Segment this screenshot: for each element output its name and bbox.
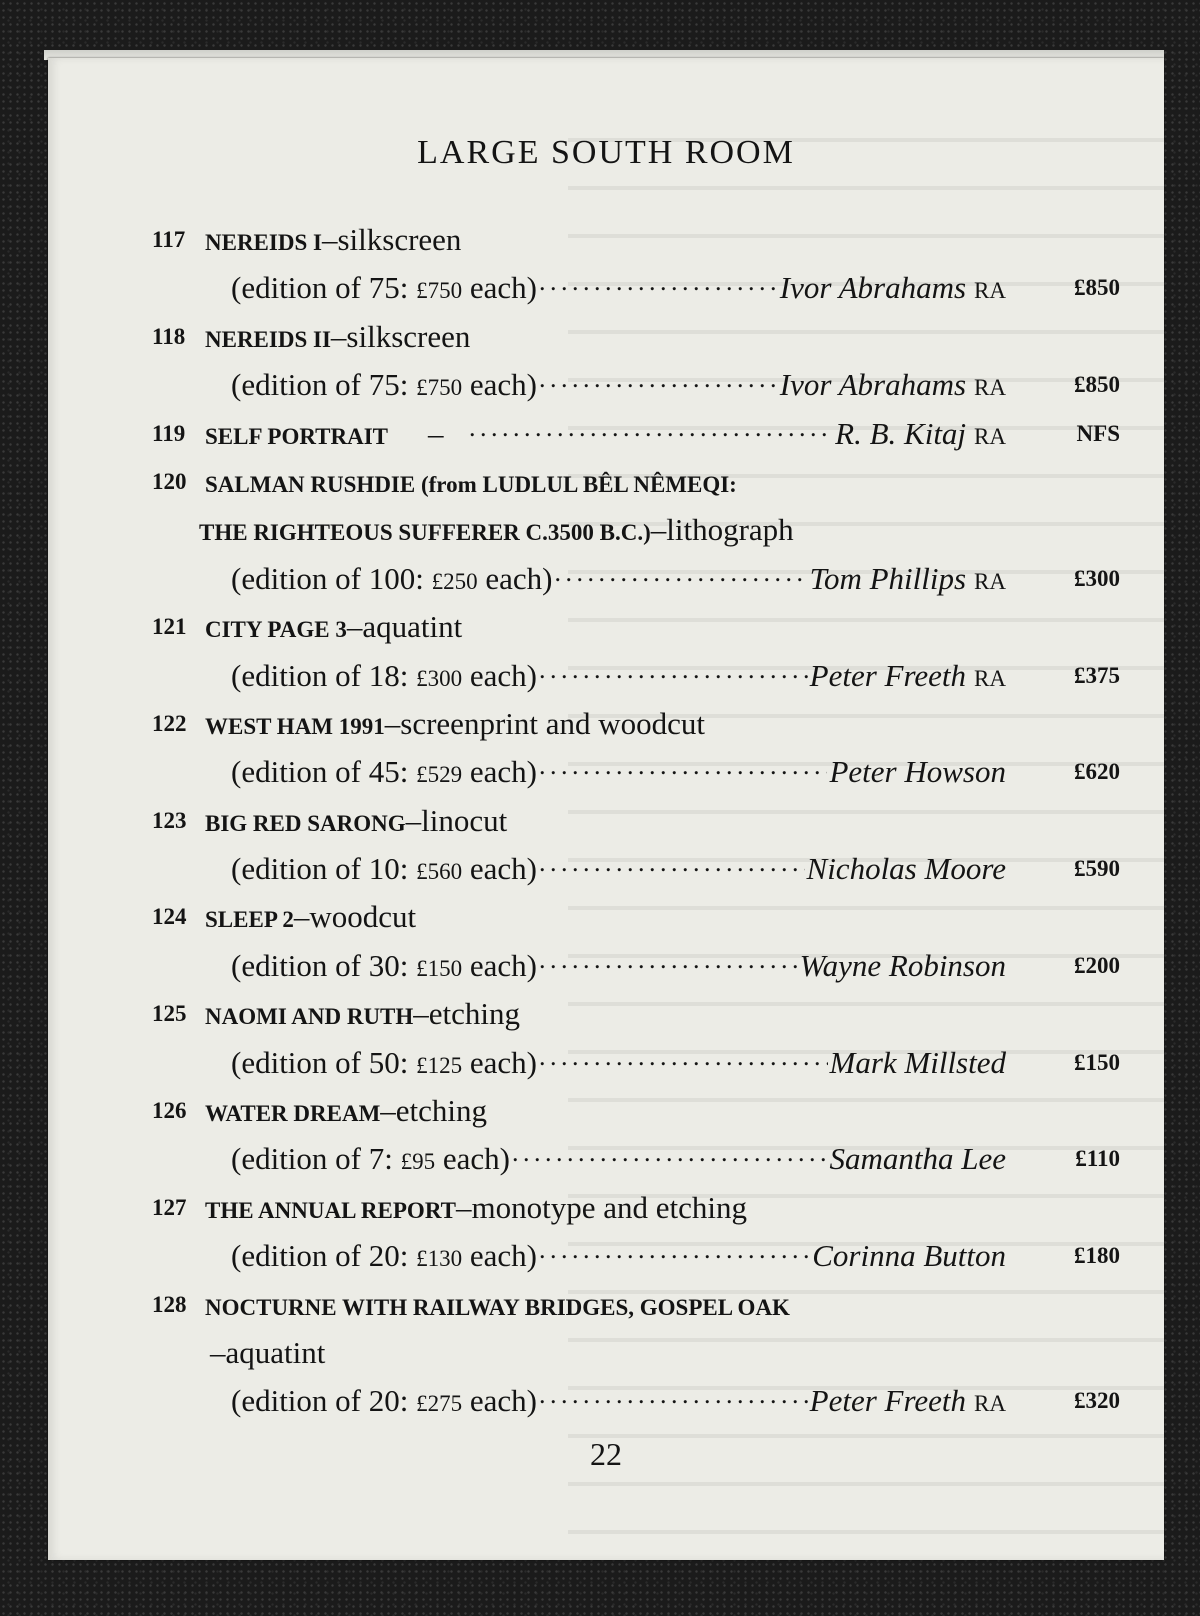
artist-name: Wayne Robinson	[799, 947, 1006, 983]
price: £110	[1075, 1146, 1120, 1172]
title-dash: –	[405, 802, 422, 838]
price: £320	[1074, 1388, 1120, 1414]
entry-title: NEREIDS II	[205, 326, 331, 352]
entry-medium: lithograph	[666, 512, 794, 548]
catalogue-entry	[48, 1087, 1164, 1184]
entry-title-line	[205, 700, 705, 751]
entry-title-line	[205, 313, 470, 364]
edition-unit-price: £300	[416, 665, 463, 691]
edition-unit-price: £250	[431, 568, 478, 594]
catalogue-entry	[48, 410, 1164, 458]
leader-dots	[539, 1232, 810, 1277]
entry-head-line	[48, 410, 1164, 458]
entry-detail	[231, 942, 1006, 993]
leader-dots	[539, 361, 778, 406]
entry-detail-line	[48, 1377, 1164, 1425]
entry-medium-line	[48, 1329, 1164, 1377]
entry-medium: etching	[395, 1093, 488, 1129]
entry-title-line	[199, 506, 794, 557]
entry-head-line	[48, 1184, 1164, 1232]
catalogue-entry	[48, 313, 1164, 410]
entry-medium: aquatint	[362, 609, 463, 645]
artist-name: Samantha Lee	[829, 1141, 1006, 1177]
entry-title-line	[205, 410, 388, 461]
entry-detail-line	[48, 845, 1164, 893]
artist-honour: RA	[974, 278, 1006, 304]
edition-info: (edition of 20: £275 each)	[231, 1383, 537, 1419]
entry-medium: linocut	[421, 802, 508, 838]
artist-name: Peter Freeth RA	[809, 1383, 1006, 1419]
price: £850	[1074, 372, 1120, 398]
entry-title: SALMAN RUSHDIE (from LUDLUL BÊL NÊMEQI:	[205, 471, 737, 497]
leader-dots	[539, 1039, 828, 1084]
entry-detail-line	[48, 1232, 1164, 1280]
entry-head-line	[48, 1087, 1164, 1135]
title-dash: –	[413, 996, 429, 1032]
entry-title: SELF PORTRAIT	[205, 423, 389, 449]
title-dash: –	[428, 415, 444, 451]
entry-title: CITY PAGE 3	[205, 617, 347, 643]
edition-unit-price: £529	[416, 762, 463, 788]
catalogue-entry	[48, 797, 1164, 894]
price: £180	[1074, 1243, 1120, 1269]
title-dash: –	[346, 609, 363, 645]
leader-dots	[539, 1377, 808, 1422]
leader-dots	[539, 264, 778, 309]
price: £200	[1074, 952, 1120, 978]
entry-title-continued: THE RIGHTEOUS SUFFERER C.3500 B.C.)	[199, 520, 651, 546]
edition-info: (edition of 18: £300 each)	[231, 657, 537, 693]
edition-info: (edition of 75: £750 each)	[231, 367, 537, 403]
entry-detail-line	[48, 748, 1164, 796]
edition-unit-price: £95	[400, 1149, 436, 1175]
price: £850	[1074, 275, 1120, 301]
entry-title: BIG RED SARONG	[205, 810, 406, 836]
price: £590	[1074, 856, 1120, 882]
catalogue-entry	[48, 603, 1164, 700]
entry-detail-line	[48, 555, 1164, 603]
price: £150	[1074, 1049, 1120, 1075]
entry-detail	[231, 361, 1006, 412]
leader-dots	[512, 1135, 828, 1180]
entry-detail-line	[48, 264, 1164, 312]
leader-dots	[539, 845, 805, 890]
artist-name: Mark Millsted	[829, 1044, 1006, 1080]
title-dash: –	[293, 899, 310, 935]
price: NFS	[1076, 420, 1120, 446]
entry-detail	[231, 1135, 1006, 1186]
leader-dots	[539, 748, 828, 793]
edition-unit-price: £750	[416, 278, 463, 304]
edition-unit-price: £560	[416, 859, 463, 885]
entry-title: WATER DREAM	[205, 1101, 381, 1127]
entry-head-line	[48, 216, 1164, 264]
catalogue-entry	[48, 893, 1164, 990]
title-dash: –	[330, 318, 347, 354]
catalogue-entry	[48, 990, 1164, 1087]
entry-title: NEREIDS I	[205, 230, 322, 255]
page-title: LARGE SOUTH ROOM	[417, 134, 795, 171]
entry-head-line	[48, 1281, 1164, 1329]
edition-info: (edition of 75: £750 each)	[231, 270, 537, 306]
entry-medium: monotype and etching	[471, 1189, 747, 1225]
edition-unit-price: £750	[416, 375, 463, 401]
entry-medium: silkscreen	[337, 222, 462, 257]
entry-title-line	[205, 1087, 487, 1138]
entry-medium: woodcut	[309, 899, 417, 935]
artist-honour: RA	[974, 423, 1006, 449]
edition-unit-price: £150	[416, 955, 463, 981]
entry-title-line	[205, 893, 416, 944]
entry-detail	[231, 1039, 1006, 1090]
catalogue-entry	[48, 1281, 1164, 1426]
title-dash: –	[210, 1334, 226, 1370]
entry-title: THE ANNUAL REPORT	[205, 1197, 456, 1223]
edition-unit-price: £275	[416, 1391, 463, 1417]
price: £620	[1074, 759, 1120, 785]
entry-title-line	[205, 1184, 747, 1235]
entry-medium: silkscreen	[346, 318, 471, 354]
entry-title: SLEEP 2	[205, 907, 294, 933]
entry-medium: etching	[428, 996, 521, 1032]
entry-number: 117	[152, 227, 186, 252]
entry-detail	[231, 748, 1006, 799]
entry-head-line	[48, 893, 1164, 941]
entry-head-line	[48, 458, 1164, 506]
entry-number: 126	[152, 1098, 187, 1124]
entry-title-line	[205, 1281, 790, 1332]
entry-detail	[231, 555, 1006, 606]
artist-name: Peter Howson	[829, 754, 1006, 790]
edition-info: (edition of 7: £95 each)	[231, 1141, 510, 1177]
entry-number: 122	[152, 710, 187, 736]
title-dash: –	[384, 705, 401, 741]
leader-dots	[539, 942, 798, 987]
entry-list	[48, 216, 1164, 1426]
title-dash: –	[650, 512, 667, 548]
entry-detail	[231, 1377, 1006, 1428]
entry-number: 125	[152, 1001, 187, 1027]
artist-name: Ivor Abrahams RA	[779, 270, 1006, 306]
artist-name: Nicholas Moore	[806, 851, 1006, 887]
page-number: 22	[590, 1436, 622, 1472]
entry-detail	[467, 410, 1006, 461]
artist-name: Ivor Abrahams RA	[779, 367, 1006, 403]
entry-title-line	[205, 603, 462, 654]
artist-honour: RA	[974, 375, 1006, 401]
entry-detail-line	[48, 652, 1164, 700]
leader-dots	[469, 410, 833, 455]
edition-info: (edition of 100: £250 each)	[231, 560, 553, 596]
entry-title-line	[205, 797, 507, 848]
price: £375	[1074, 662, 1120, 688]
entry-title-line	[205, 990, 520, 1041]
entry-title-continued-line	[48, 506, 1164, 554]
entry-detail	[231, 845, 1006, 896]
entry-title-line	[205, 458, 737, 509]
entry-title: NAOMI AND RUTH	[205, 1004, 414, 1030]
catalogue-entry	[48, 216, 1164, 313]
entry-number: 121	[152, 614, 187, 640]
artist-name: Tom Phillips RA	[809, 560, 1006, 596]
entry-head-line	[48, 313, 1164, 361]
entry-number: 120	[152, 468, 187, 494]
artist-honour: RA	[974, 1391, 1006, 1417]
entry-detail-line	[48, 942, 1164, 990]
title-dash: –	[380, 1093, 396, 1129]
entry-number: 123	[152, 807, 187, 833]
artist-honour: RA	[974, 665, 1006, 691]
edition-info: (edition of 50: £125 each)	[231, 1044, 537, 1080]
entry-detail	[231, 264, 1006, 315]
entry-detail-line	[48, 1039, 1164, 1087]
catalogue-entry	[48, 700, 1164, 797]
entry-number: 119	[152, 420, 186, 446]
title-dash: –	[455, 1189, 472, 1225]
entry-head-line	[48, 603, 1164, 651]
entry-title: WEST HAM 1991	[205, 713, 385, 739]
catalogue-page	[48, 58, 1164, 1560]
entry-detail-line	[48, 1135, 1164, 1183]
edition-unit-price: £125	[416, 1052, 463, 1078]
price: £300	[1074, 565, 1120, 591]
edition-info: (edition of 20: £130 each)	[231, 1238, 537, 1274]
edition-info: (edition of 30: £150 each)	[231, 947, 537, 983]
entry-title: NOCTURNE WITH RAILWAY BRIDGES, GOSPEL OAK	[205, 1294, 790, 1320]
catalogue-entry	[48, 1184, 1164, 1281]
title-dash: –	[321, 222, 338, 257]
leader-dots	[539, 652, 808, 697]
artist-honour: RA	[974, 568, 1006, 594]
entry-title-line	[205, 216, 461, 267]
entry-head-line	[48, 700, 1164, 748]
artist-name: Peter Freeth RA	[809, 657, 1006, 693]
leader-dots	[554, 555, 807, 600]
entry-number: 124	[152, 904, 187, 930]
edition-info: (edition of 10: £560 each)	[231, 851, 537, 887]
artist-name: R. B. Kitaj RA	[835, 415, 1006, 451]
entry-number: 118	[152, 323, 186, 349]
entry-head-line	[48, 990, 1164, 1038]
entry-medium: aquatint	[225, 1334, 326, 1370]
edition-info: (edition of 45: £529 each)	[231, 754, 537, 790]
edition-unit-price: £130	[416, 1246, 463, 1272]
entry-detail	[231, 1232, 1006, 1283]
entry-medium: screenprint and woodcut	[400, 705, 706, 741]
entry-number: 128	[152, 1291, 187, 1317]
entry-number: 127	[152, 1194, 187, 1220]
entry-medium-wrap	[210, 1329, 325, 1377]
entry-detail	[231, 652, 1006, 703]
entry-head-line	[48, 797, 1164, 845]
entry-detail-line	[48, 361, 1164, 409]
artist-name: Corinna Button	[812, 1238, 1006, 1274]
catalogue-entry	[48, 458, 1164, 603]
